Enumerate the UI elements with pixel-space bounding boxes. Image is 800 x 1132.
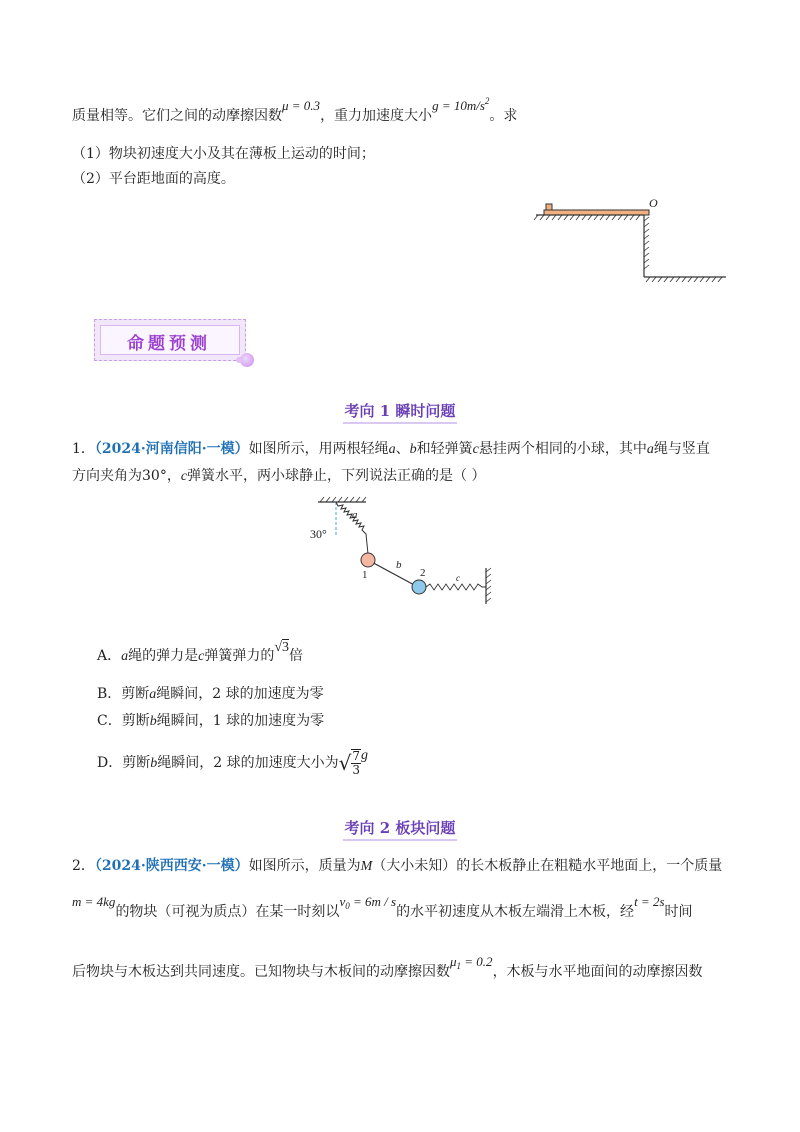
sqrt-three: √3 [274, 640, 290, 655]
option-c[interactable]: C．剪断b绳瞬间，1 球的加速度为零 [97, 713, 325, 729]
option-a[interactable]: A．a绳的弹力是c弹簧弹力的√3倍 [97, 640, 304, 664]
mu1-equation: $\mu_1 = 0.2$ [450, 954, 493, 971]
g-value: g = 10m/s [432, 98, 485, 113]
problem-2-line-1: 2．（2024·陕西西安·一模）如图所示，质量为M（大小未知）的长木板静止在粗糙水平地面上，一个质量 [72, 858, 723, 874]
mu-equation: μ = 0.3 [282, 98, 321, 113]
problem-2-line-2: m = 4kg的物块（可视为质点）在某一时刻以$v_0 = 6m / s$的水平初速度从木板左端滑上木板，经t = 2s时间 [72, 894, 693, 920]
g-exponent: 2 [484, 96, 490, 106]
problem-1-source: （2024·河南信阳·一模） [94, 441, 249, 457]
sqrt-fraction: $\frac{7}{3}$ [352, 749, 360, 777]
fig-angle-label: 30° [310, 527, 327, 541]
ball-2 [412, 580, 426, 594]
time-equation: t = 2s [634, 894, 665, 909]
intro-text-b: ，重力加速度大小 [320, 108, 433, 124]
banner-decoration [240, 353, 254, 367]
thin-board [544, 210, 649, 215]
platform-figure [530, 195, 735, 285]
section-1-heading: 考向 1 瞬时问题 [0, 400, 800, 421]
section-banner [90, 315, 250, 363]
problem-1-line-1: 1．（2024·河南信阳·一模）如图所示，用两根轻绳a、b和轻弹簧c悬挂两个相同的小球，其中a绳与竖直 [72, 441, 710, 457]
problem-1-number: 1． [72, 441, 95, 457]
section-2-heading: 考向 2 板块问题 [0, 817, 800, 838]
problem-2-number: 2． [72, 858, 95, 874]
intro-text-c: 。求 [489, 108, 518, 124]
intro-line-1 [72, 96, 518, 127]
g-equation [432, 98, 489, 113]
problem-2-source: （2024·陕西西安·一模） [94, 858, 249, 874]
question-2: （2）平台距地面的高度。 [72, 171, 235, 187]
problem-1-figure [300, 492, 500, 607]
banner-title: 命题预测 [127, 334, 211, 354]
v0-equation: $v_0 = 6m / s$ [339, 894, 397, 911]
ball-1-label: 1 [362, 569, 368, 581]
mass-equation: m = 4kg [72, 894, 116, 909]
point-o-label: O [649, 196, 658, 210]
option-b[interactable]: B．剪断a绳瞬间，2 球的加速度为零 [97, 686, 324, 702]
fig-label-b: b [396, 559, 402, 571]
spring-c [426, 584, 486, 590]
question-1: （1）物块初速度大小及其在薄板上运动的时间； [72, 146, 375, 162]
fig-label-a: a [352, 509, 358, 521]
fig-label-c: c [456, 573, 460, 583]
option-d[interactable]: D．剪断b绳瞬间，2 球的加速度大小为√ $\frac{7}{3}$ g [97, 748, 368, 777]
ball-2-label: 2 [420, 567, 426, 579]
problem-2-line-3: 后物块与木板达到共同速度。已知物块与木板间的动摩擦因数$\mu_1 = 0.2$，木板与水平地面间的动摩擦因数 [72, 954, 703, 980]
intro-text-a: 质量相等。它们之间的动摩擦因数 [72, 108, 282, 124]
ball-1 [361, 553, 375, 567]
rope-b [368, 560, 418, 587]
problem-1-line-2: 方向夹角为30°，c弹簧水平，两小球静止，下列说法正确的是（ ） [72, 468, 486, 484]
